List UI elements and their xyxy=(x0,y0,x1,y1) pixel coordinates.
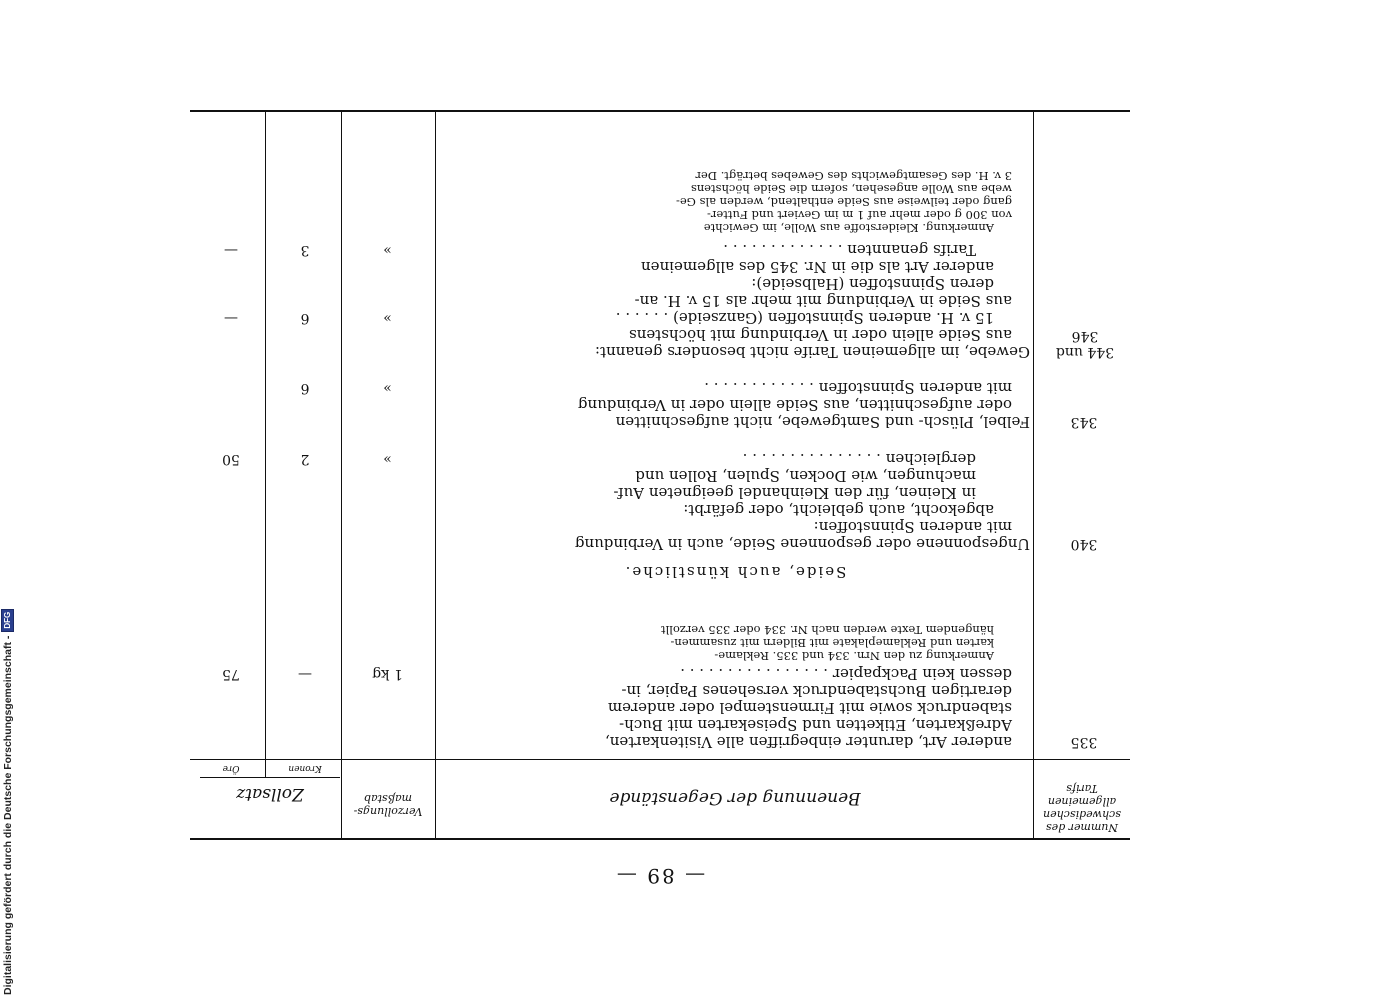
note-line: karten und Reklameplakate mit Bildern mit zusammen- xyxy=(670,636,994,650)
description xyxy=(440,379,1030,430)
description-line: stabendruck sowie mit Firmenstempel oder anderem xyxy=(607,699,1012,717)
header-zollsatz: Zollsatz xyxy=(236,784,304,804)
massstab-value: » xyxy=(383,310,392,326)
description-line: mit anderen Spinnstoffen . . . . . . . . . . . . xyxy=(704,379,1012,397)
description-line: Felbel, Plüsch- und Samtgewebe, nicht aufgeschnitten xyxy=(615,413,1030,431)
description-line: anderer Art, darunter einbegriffen alle Visitenkarten, xyxy=(604,733,1012,751)
kronen-value: 3 xyxy=(300,242,310,258)
kronen-value: — xyxy=(298,666,312,682)
header-bottom-rule xyxy=(190,759,1130,760)
col-rule-3 xyxy=(341,110,342,840)
kronen-value: 2 xyxy=(300,451,310,467)
note-line: Anmerkung. Kleiderstoffe aus Wolle, im Gewichte xyxy=(703,221,994,235)
description-line: mit anderen Spinnstoffen: xyxy=(813,518,1012,536)
tariff-table xyxy=(190,110,1130,900)
description-line: in Kleinen, für den Kleinhandel geeigneten Auf- xyxy=(613,484,976,502)
col-rule-2 xyxy=(435,110,436,840)
credit-text: Digitalisierung gefördert durch die Deutsche Forschungsgemeinschaft - xyxy=(1,635,14,995)
scanned-page xyxy=(190,110,1130,900)
kronen-value: 6 xyxy=(300,380,310,396)
description-line: Tarifs genannten . . . . . . . . . . . . . xyxy=(723,241,976,259)
description-line: machungen, wie Docken, Spulen, Rollen und xyxy=(635,467,976,485)
tariff-number: 335 xyxy=(1070,734,1098,750)
description xyxy=(440,450,1030,552)
section-heading: Seide, auch künstliche. xyxy=(623,563,847,581)
note-line: von 300 g oder mehr auf 1 m im Geviert und Futter- xyxy=(707,208,1012,222)
description-line: deren Spinnstoffen (Halbseide): xyxy=(751,275,994,293)
header-massstab: Verzollungs-maßstab xyxy=(353,792,423,818)
note-line: webe aus Wolle angesehen, sofern die Seide höchstens xyxy=(690,182,1012,196)
description-line: Ungesponnene oder gesponnene Seide, auch in Verbindung xyxy=(574,535,1030,553)
kronen-value: 6 xyxy=(300,310,310,326)
note-line: gang oder teilweise aus Seide enthaltend, werden als Ge- xyxy=(676,195,1012,209)
table-bottom-rule xyxy=(190,110,1130,112)
note xyxy=(440,169,1030,234)
description-line: anderer Art als die in Nr. 345 des allgemeinen xyxy=(641,258,994,276)
header-description: Benennung der Gegenstände xyxy=(609,788,861,808)
description-line: aus Seide allein oder in Verbindung mit höchstens xyxy=(629,326,1012,344)
digitization-credit xyxy=(0,0,16,1000)
zollsatz-sub-rule xyxy=(200,777,340,778)
description-line: aus Seide in Verbindung mit mehr als 15 v. H. an- xyxy=(634,292,1012,310)
description-line: derartigen Buchstabendruck versehenes Papier, in- xyxy=(621,682,1012,700)
oere-value: — xyxy=(224,310,238,326)
dfg-logo-icon: DFG xyxy=(1,609,14,632)
header-oere: Öre xyxy=(222,763,240,773)
note-line: 3 v. H. des Gesamtgewichts des Gewebes beträgt. Der xyxy=(695,169,1012,183)
description-line: Adreßkarten, Etiketten und Speisekarten mit Buch- xyxy=(619,716,1012,734)
massstab-value: » xyxy=(383,451,392,467)
description xyxy=(440,241,1030,360)
table-top-rule xyxy=(190,838,1130,840)
description xyxy=(440,665,1030,750)
tariff-number: 343 xyxy=(1070,414,1098,430)
massstab-value: » xyxy=(383,242,392,258)
oere-value: 50 xyxy=(222,451,240,467)
note xyxy=(440,623,1030,662)
note-line: Anmerkung zu den Nrn. 334 und 335. Reklame- xyxy=(714,649,994,663)
description-line: abgekocht, auch gebleicht, oder gefärbt: xyxy=(683,501,994,519)
page-number: — 89 — xyxy=(614,864,706,888)
header-number: Nummer des schwedischen allgemeinen Tarifs xyxy=(1043,782,1121,834)
oere-value: 75 xyxy=(222,666,240,682)
description-line: dergleichen . . . . . . . . . . . . . . . xyxy=(742,450,976,468)
tariff-number: 340 xyxy=(1070,536,1098,552)
col-rule-1 xyxy=(1033,110,1034,840)
note-line: hängendem Texte werden nach Nr. 334 oder 335 verzollt xyxy=(660,623,994,637)
header-kronen: Kronen xyxy=(288,763,322,773)
massstab-value: » xyxy=(383,380,392,396)
oere-value: — xyxy=(224,242,238,258)
description-line: dessen kein Packpapier . . . . . . . . . . . . . . . . xyxy=(680,665,1012,683)
col-rule-4 xyxy=(265,110,266,778)
description-line: 15 v. H. anderen Spinnstoffen (Ganzseide) . . . . . . xyxy=(615,309,994,327)
description-line: oder aufgeschnitten, aus Seide allein oder in Verbindung xyxy=(577,396,1012,414)
tariff-number: 344 und 346 xyxy=(1055,328,1115,360)
description-line: Gewebe, im allgemeinen Tarife nicht besonders genannt: xyxy=(595,343,1030,361)
massstab-value: 1 kg xyxy=(372,666,403,682)
